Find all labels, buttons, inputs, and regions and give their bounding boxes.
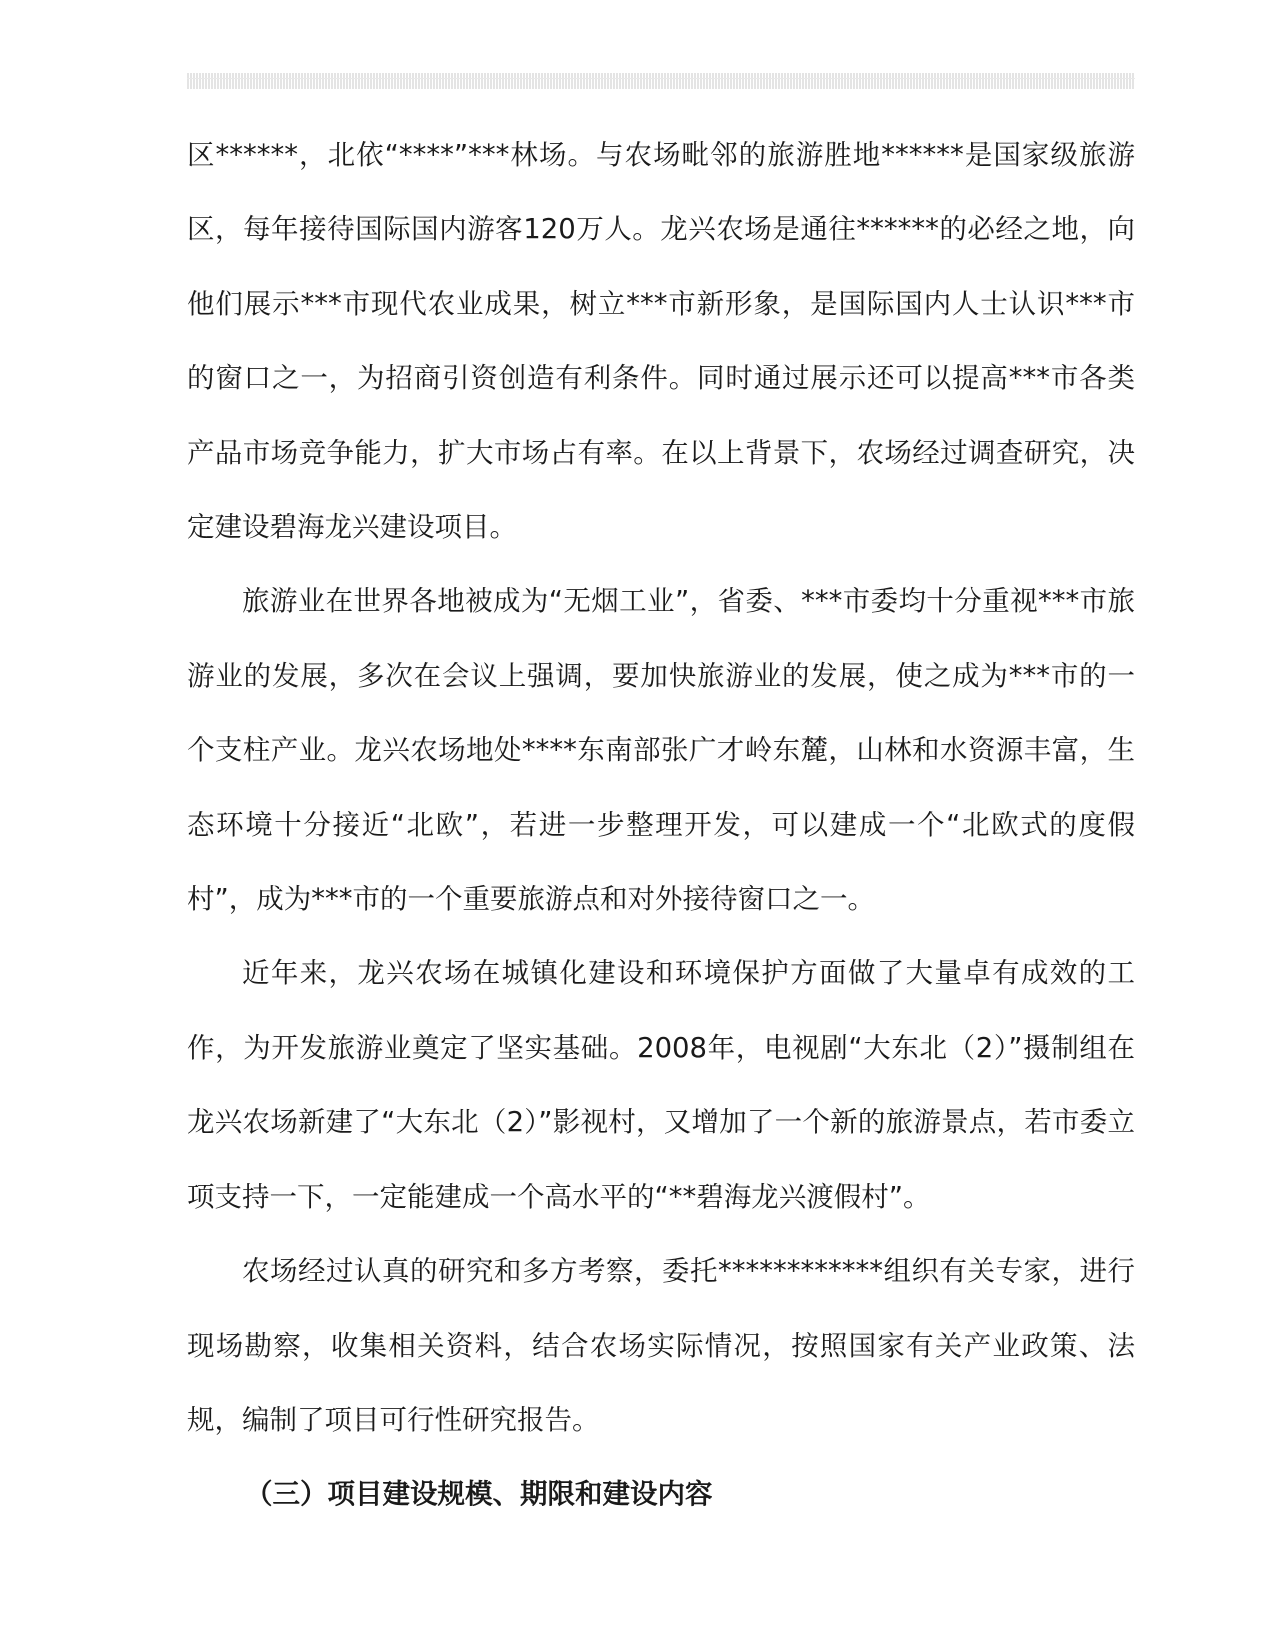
- page-header-rule: [187, 73, 1135, 89]
- paragraph-3: 近年来，龙兴农场在城镇化建设和环境保护方面做了大量卓有成效的工作，为开发旅游业奠定了坚实基础。2008年，电视剧“大东北（2）”摄制组在龙兴农场新建了“大东北（2）”影视村，又增加了一个新的旅游景点，若市委立项支持一下，一定能建成一个高水平的“**碧海龙兴渡假村”。: [187, 957, 1135, 1213]
- section-heading: （三）项目建设规模、期限和建设内容: [245, 1478, 713, 1511]
- paragraph-2: 旅游业在世界各地被成为“无烟工业”，省委、***市委均十分重视***市旅游业的发展，多次在会议上强调，要加快旅游业的发展，使之成为***市的一个支柱产业。龙兴农场地处****东南部张广才岭东麓，山林和水资源丰富，生态环境十分接近“北欧”，若进一步整理开发，可以建成一个“北欧式的度假村”，成为***市的一个重要旅游点和对外接待窗口之一。: [187, 585, 1135, 916]
- paragraph-4: 农场经过认真的研究和多方考察，委托************组织有关专家，进行现场勘察，收集相关资料，结合农场实际情况，按照国家有关产业政策、法规，编制了项目可行性研究报告。: [187, 1255, 1135, 1436]
- paragraph-1: 区******，北依“****”***林场。与农场毗邻的旅游胜地******是国家级旅游区，每年接待国际国内游客120万人。龙兴农场是通往******的必经之地，向他们展示***市现代农业成果，树立***市新形象，是国际国内人士认识***市的窗口之一，为招商引资创造有利条件。同时通过展示还可以提高***市各类产品市场竞争能力，扩大市场占有率。在以上背景下，农场经过调查研究，决定建设碧海龙兴建设项目。: [187, 139, 1135, 544]
- document-body: [187, 118, 1135, 1532]
